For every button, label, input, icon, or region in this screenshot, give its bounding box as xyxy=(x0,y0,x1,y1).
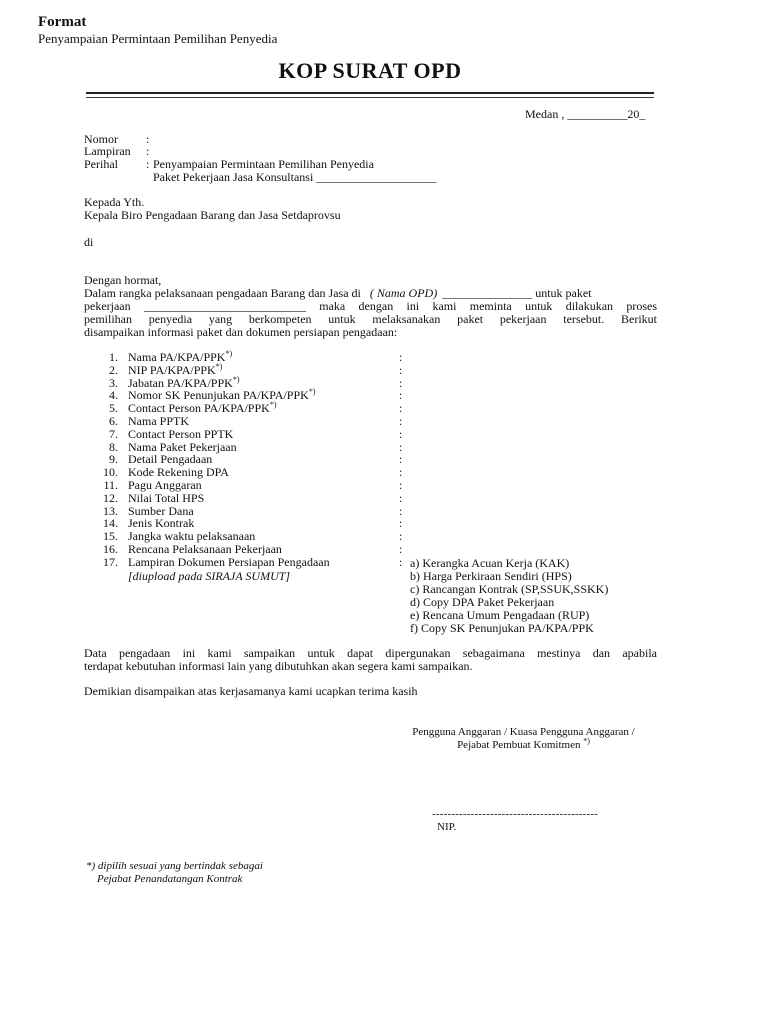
list-item-label-text: Jangka waktu pelaksanaan xyxy=(128,529,256,544)
footnote-line-2: Pejabat Penandatangan Kontrak xyxy=(97,873,243,885)
list-item-colon: : xyxy=(399,554,403,569)
list-item-colon: : xyxy=(399,490,403,505)
list-item-label-text: Nama PPTK xyxy=(128,414,189,428)
list-item-number: 7. xyxy=(109,426,118,441)
list-item-colon: : xyxy=(399,478,403,492)
header-rule-thick xyxy=(86,92,654,94)
signature-title-2-mark: *) xyxy=(583,736,590,746)
signature-title-2: Pejabat Pembuat Komitmen xyxy=(457,739,581,751)
para1-line-3: pemilihan penyedia yang berkompeten untuk melaksanakan paket pekerjaan tersebut. Berikut xyxy=(84,312,657,326)
recipient-line-1: Kepada Yth. xyxy=(84,195,145,209)
para2-line-1: Data pengadaan ini kami sampaikan untuk dapat dipergunakan sebagaimana mestinya dan apabila xyxy=(84,646,657,660)
list-item-label-text: Nama Paket Pekerjaan xyxy=(128,439,237,454)
list-item-number: 14. xyxy=(103,516,118,531)
list-item-colon: : xyxy=(399,362,403,377)
list-item-colon: : xyxy=(399,542,403,556)
list-item-colon: : xyxy=(399,401,403,416)
lampiran-colon: : xyxy=(146,144,150,158)
list-item-label-text: Jenis Kontrak xyxy=(128,516,195,531)
para3: Demikian disampaikan atas kerjasamanya kami ucapkan terima kasih xyxy=(84,684,418,698)
list-item-label-text: Nomor SK Penunjukan PA/KPA/PPK xyxy=(128,388,309,403)
para1-line-2: pekerjaan ___________________________ maka dengan ini kami meminta untuk dilakukan proses xyxy=(84,299,657,313)
list-item-label-text: Nilai Total HPS xyxy=(128,490,205,505)
nomor-colon: : xyxy=(146,132,150,146)
list-item-colon: : xyxy=(399,388,403,403)
list-item-number: 17. xyxy=(103,554,118,569)
recipient-line-3: di xyxy=(84,235,94,249)
perihal-colon: : xyxy=(146,157,150,171)
attachment-item: f) Copy SK Penunjukan PA/KPA/PPK xyxy=(410,621,594,635)
list-item-label-text: Jabatan PA/KPA/PPK xyxy=(128,375,233,390)
format-label: Format xyxy=(38,14,87,30)
list-item-number: 11. xyxy=(103,478,118,492)
list-item-label-text: Rencana Pelaksanaan Pekerjaan xyxy=(128,542,282,556)
list-item-number: 4. xyxy=(109,388,118,403)
list-item-number: 12. xyxy=(103,490,118,505)
list-item-number: 16. xyxy=(103,542,118,556)
attachment-item: d) Copy DPA Paket Pekerjaan xyxy=(410,595,555,609)
lampiran-label: Lampiran xyxy=(84,144,131,158)
list-item-label-text: Lampiran Dokumen Persiapan Pengadaan xyxy=(128,554,330,569)
list-item-footnote-mark: *) xyxy=(308,387,316,397)
list-item-label-text: NIP PA/KPA/PPK xyxy=(128,362,216,377)
signature-title-1: Pengguna Anggaran / Kuasa Pengguna Anggaran / xyxy=(412,726,635,738)
format-subtitle: Penyampaian Permintaan Pemilihan Penyedia xyxy=(38,31,278,46)
list-item-number: 13. xyxy=(103,503,118,518)
list-item-label-text: Kode Rekening DPA xyxy=(128,465,229,480)
list-item-number: 9. xyxy=(109,452,118,467)
list-item-label-text: Contact Person PA/KPA/PPK xyxy=(128,401,270,416)
recipient-line-2: Kepala Biro Pengadaan Barang dan Jasa Setdaprovsu xyxy=(84,208,341,222)
list-item-number: 1. xyxy=(109,350,118,364)
list-item-number: 8. xyxy=(109,439,118,454)
list-item-colon: : xyxy=(399,465,403,480)
list-item-number: 3. xyxy=(109,375,118,390)
list-item-colon: : xyxy=(399,350,403,364)
para1-text-b: _______________ untuk paket xyxy=(442,286,592,300)
list-item-colon: : xyxy=(399,426,403,441)
greeting: Dengan hormat, xyxy=(84,273,162,287)
list-item-label-text: Sumber Dana xyxy=(128,503,194,518)
list-item-colon: : xyxy=(399,414,403,428)
attachment-item: a) Kerangka Acuan Kerja (KAK) xyxy=(410,556,570,570)
list-item-label-text: Detail Pengadaan xyxy=(128,452,213,467)
date-line: Medan , __________20_ xyxy=(525,107,646,121)
list-item-footnote-mark: *) xyxy=(215,361,223,371)
list-item-label-text: Pagu Anggaran xyxy=(128,478,202,492)
list-item-label-text: Contact Person PPTK xyxy=(128,426,234,441)
list-item-footnote-mark: *) xyxy=(269,400,277,410)
header-rule-thin xyxy=(86,97,654,98)
signature-title-2-wrap xyxy=(360,736,687,752)
perihal-line-1: Penyampaian Permintaan Pemilihan Penyedia xyxy=(153,157,374,171)
para2-line-2: terdapat kebutuhan informasi lain yang dibutuhkan akan segera kami sampaikan. xyxy=(84,659,473,673)
attachment-item: e) Rencana Umum Pengadaan (RUP) xyxy=(410,608,590,622)
footnote-line-1: *) dipilih sesuai yang bertindak sebagai xyxy=(86,860,263,872)
list-item-colon: : xyxy=(399,516,403,531)
list-item-number: 2. xyxy=(109,362,118,377)
list-item-colon: : xyxy=(399,439,403,454)
opd-placeholder: ( Nama OPD) xyxy=(369,286,438,300)
list-item-number: 6. xyxy=(109,414,118,428)
attachment-item: b) Harga Perkiraan Sendiri (HPS) xyxy=(410,569,572,583)
signature-line: ------------------------------------------- xyxy=(432,808,599,820)
list-item-number: 15. xyxy=(103,529,118,544)
perihal-label: Perihal xyxy=(84,157,118,171)
list-item-number: 5. xyxy=(109,401,118,416)
list-item-footnote-mark: *) xyxy=(232,374,240,384)
list-item-label-text: Nama PA/KPA/PPK xyxy=(128,350,226,364)
list-item-colon: : xyxy=(399,375,403,390)
list-item-colon: : xyxy=(399,452,403,467)
attachment-item: c) Rancangan Kontrak (SP,SSUK,SSKK) xyxy=(410,582,609,596)
list-item-label xyxy=(128,556,330,569)
item17-note: [diupload pada SIRAJA SUMUT] xyxy=(128,569,291,583)
para1-line-4: disampaikan informasi paket dan dokumen persiapan pengadaan: xyxy=(84,325,398,339)
nomor-label: Nomor xyxy=(84,132,118,146)
list-item-footnote-mark: *) xyxy=(225,349,233,358)
kop-title: KOP SURAT OPD xyxy=(278,58,462,83)
nip-label: NIP. xyxy=(437,821,457,833)
list-item-number: 10. xyxy=(103,465,118,480)
perihal-line-2: Paket Pekerjaan Jasa Konsultansi ____________________ xyxy=(153,170,437,184)
list-item-colon: : xyxy=(399,529,403,544)
para1-text-a: Dalam rangka pelaksanaan pengadaan Barang dan Jasa di xyxy=(84,286,361,300)
list-item-colon: : xyxy=(399,503,403,518)
